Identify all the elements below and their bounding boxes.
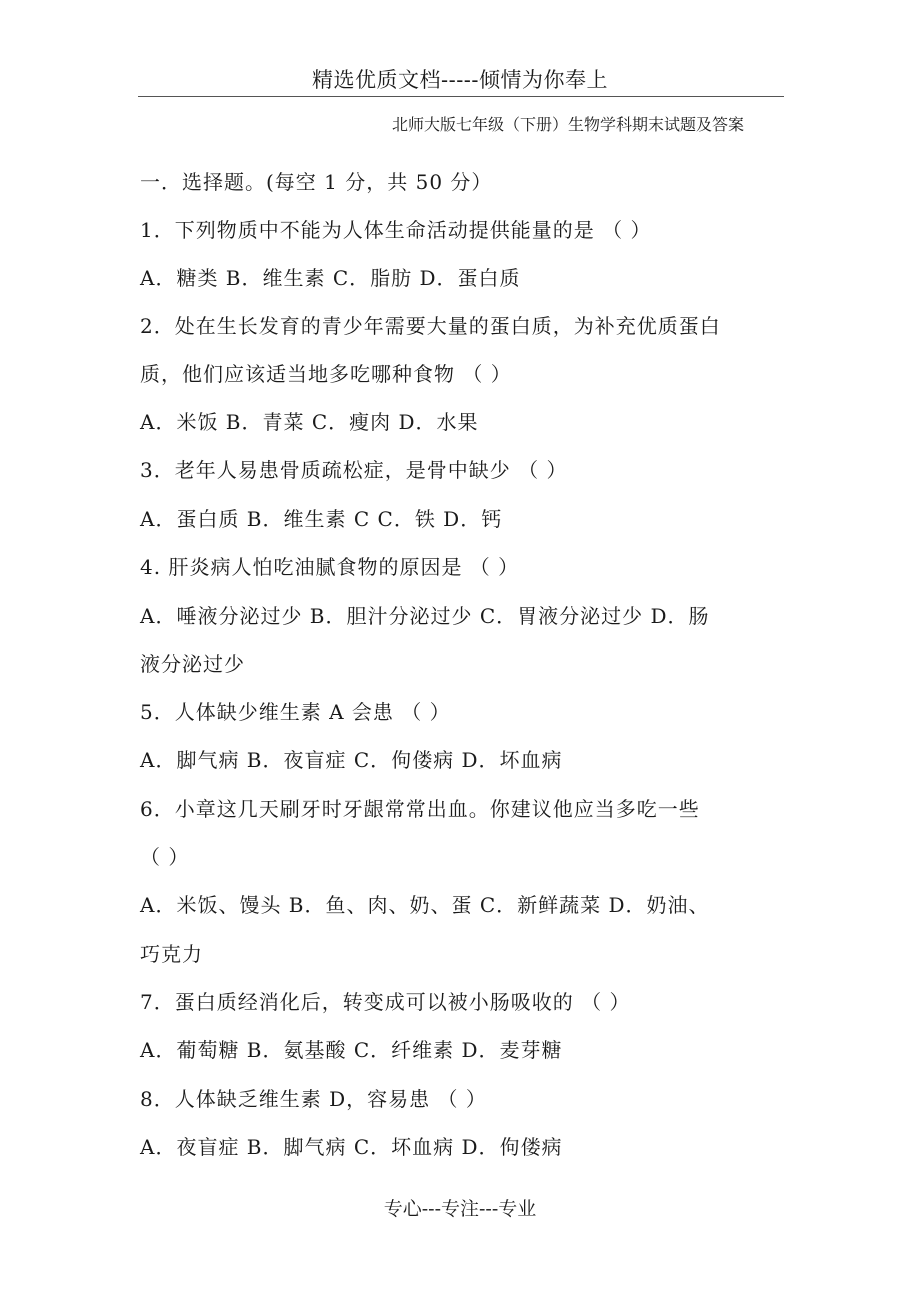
question-5: 5．人体缺少维生素 A 会患 （ ） xyxy=(140,700,451,724)
page-header-title: 精选优质文档-----倾情为你奉上 xyxy=(312,68,608,92)
header-divider xyxy=(138,96,784,97)
question-8: 8．人体缺乏维生素 D，容易患 （ ） xyxy=(140,1087,487,1111)
question-4: 4. 肝炎病人怕吃油腻食物的原因是 （ ） xyxy=(140,555,520,579)
options-4-continued: 液分泌过少 xyxy=(140,652,245,676)
options-3: A．蛋白质 B．维生素 C C．铁 D．钙 xyxy=(140,507,503,531)
question-2: 2．处在生长发育的青少年需要大量的蛋白质，为补充优质蛋白 xyxy=(140,314,721,338)
question-2-continued: 质，他们应该适当地多吃哪种食物 （ ） xyxy=(140,362,512,386)
options-7: A．葡萄糖 B．氨基酸 C．纤维素 D．麦芽糖 xyxy=(140,1038,563,1062)
options-4: A．唾液分泌过少 B．胆汁分泌过少 C．胃液分泌过少 D．肠 xyxy=(140,604,710,628)
options-8: A．夜盲症 B．脚气病 C．坏血病 D．佝偻病 xyxy=(140,1135,563,1159)
options-6-continued: 巧克力 xyxy=(140,942,203,966)
question-3: 3．老年人易患骨质疏松症，是骨中缺少 （ ） xyxy=(140,458,568,482)
options-5: A．脚气病 B．夜盲症 C．佝偻病 D．坏血病 xyxy=(140,748,563,772)
question-7: 7．蛋白质经消化后，转变成可以被小肠吸收的 （ ） xyxy=(140,990,631,1014)
document-title: 北师大版七年级（下册）生物学科期末试题及答案 xyxy=(391,115,744,134)
options-2: A．米饭 B．青菜 C．瘦肉 D．水果 xyxy=(140,410,479,434)
question-1: 1．下列物质中不能为人体生命活动提供能量的是 （ ） xyxy=(140,218,652,242)
question-6: 6．小章这几天刷牙时牙龈常常出血。你建议他应当多吃一些 xyxy=(140,797,700,821)
page-footer: 专心---专注---专业 xyxy=(383,1198,537,1220)
section-heading: 一．选择题。(每空 1 分，共 50 分） xyxy=(140,170,493,194)
options-1: A．糖类 B．维生素 C．脂肪 D．蛋白质 xyxy=(140,266,521,290)
options-6: A．米饭、馒头 B．鱼、肉、奶、蛋 C．新鲜蔬菜 D．奶油、 xyxy=(140,893,710,917)
question-6-continued: （ ） xyxy=(140,845,190,869)
